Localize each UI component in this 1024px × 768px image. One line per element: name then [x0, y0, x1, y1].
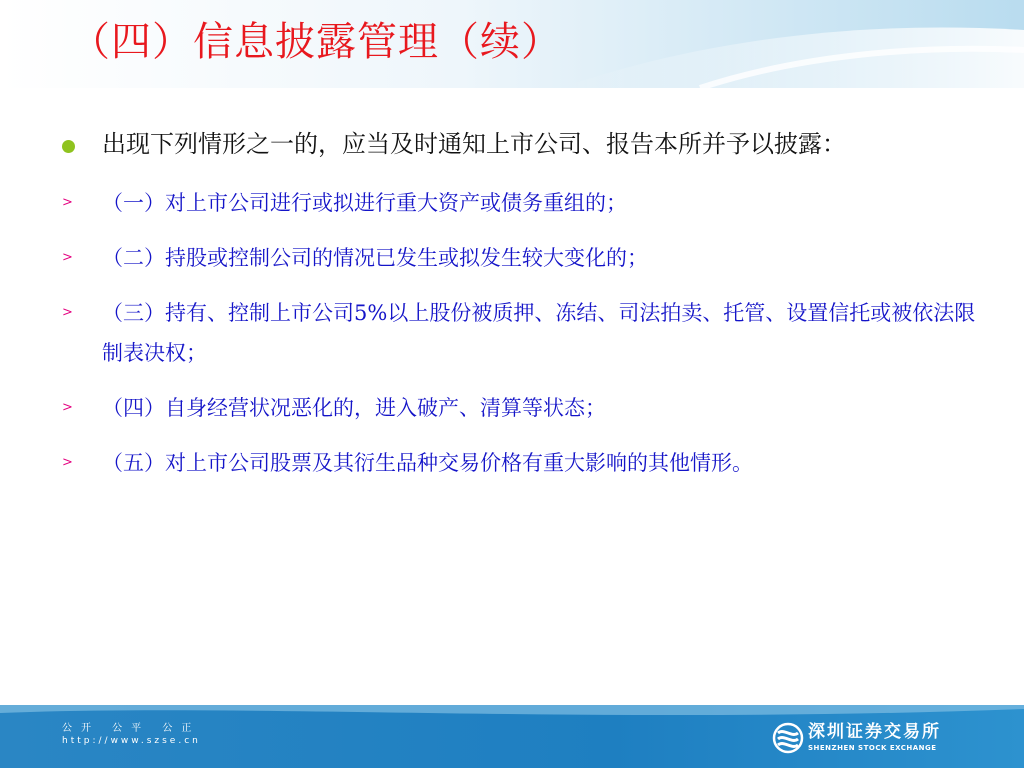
list-item: [60, 293, 980, 373]
footer-motto: 公开 公平 公正: [62, 723, 201, 734]
arrowhead-right-icon: >: [62, 400, 73, 415]
footer-band: [0, 705, 1024, 768]
arrowhead-right-icon: >: [62, 195, 73, 210]
arrowhead-right-icon: >: [62, 305, 73, 320]
list-item-text: （一）对上市公司进行或拟进行重大资产或债务重组的；: [102, 191, 627, 215]
arrowhead-right-icon: >: [62, 455, 73, 470]
logo-english-name: SHENZHEN STOCK EXCHANGE: [808, 744, 937, 752]
list-item-text: （五）对上市公司股票及其衍生品种交易价格有重大影响的其他情形。: [102, 451, 753, 475]
intro-paragraph: [60, 120, 980, 168]
slide-title: （四）信息披露管理（续）: [70, 19, 562, 65]
szse-logo: [772, 722, 972, 756]
list-item-text: （三）持有、控制上市公司5%以上股份被质押、冻结、司法拍卖、托管、设置信托或被依法限制表决权；: [102, 301, 976, 365]
footer-url: http://www.szse.cn: [62, 736, 201, 746]
header-band: [0, 0, 1024, 88]
list-item: [60, 183, 980, 223]
list-item: [60, 443, 980, 483]
list-item-text: （二）持股或控制公司的情况已发生或拟发生较大变化的；: [102, 246, 648, 270]
arrowhead-right-icon: >: [62, 250, 73, 265]
slide-content: [60, 120, 980, 483]
list-item: [60, 388, 980, 428]
list-item: [60, 238, 980, 278]
intro-text: 出现下列情形之一的，应当及时通知上市公司、报告本所并予以披露：: [102, 130, 846, 158]
green-dot-icon: [62, 140, 75, 153]
szse-logo-icon: [772, 722, 804, 754]
logo-chinese-name: 深圳证券交易所: [808, 722, 941, 742]
list-item-text: （四）自身经营状况恶化的，进入破产、清算等状态；: [102, 396, 606, 420]
